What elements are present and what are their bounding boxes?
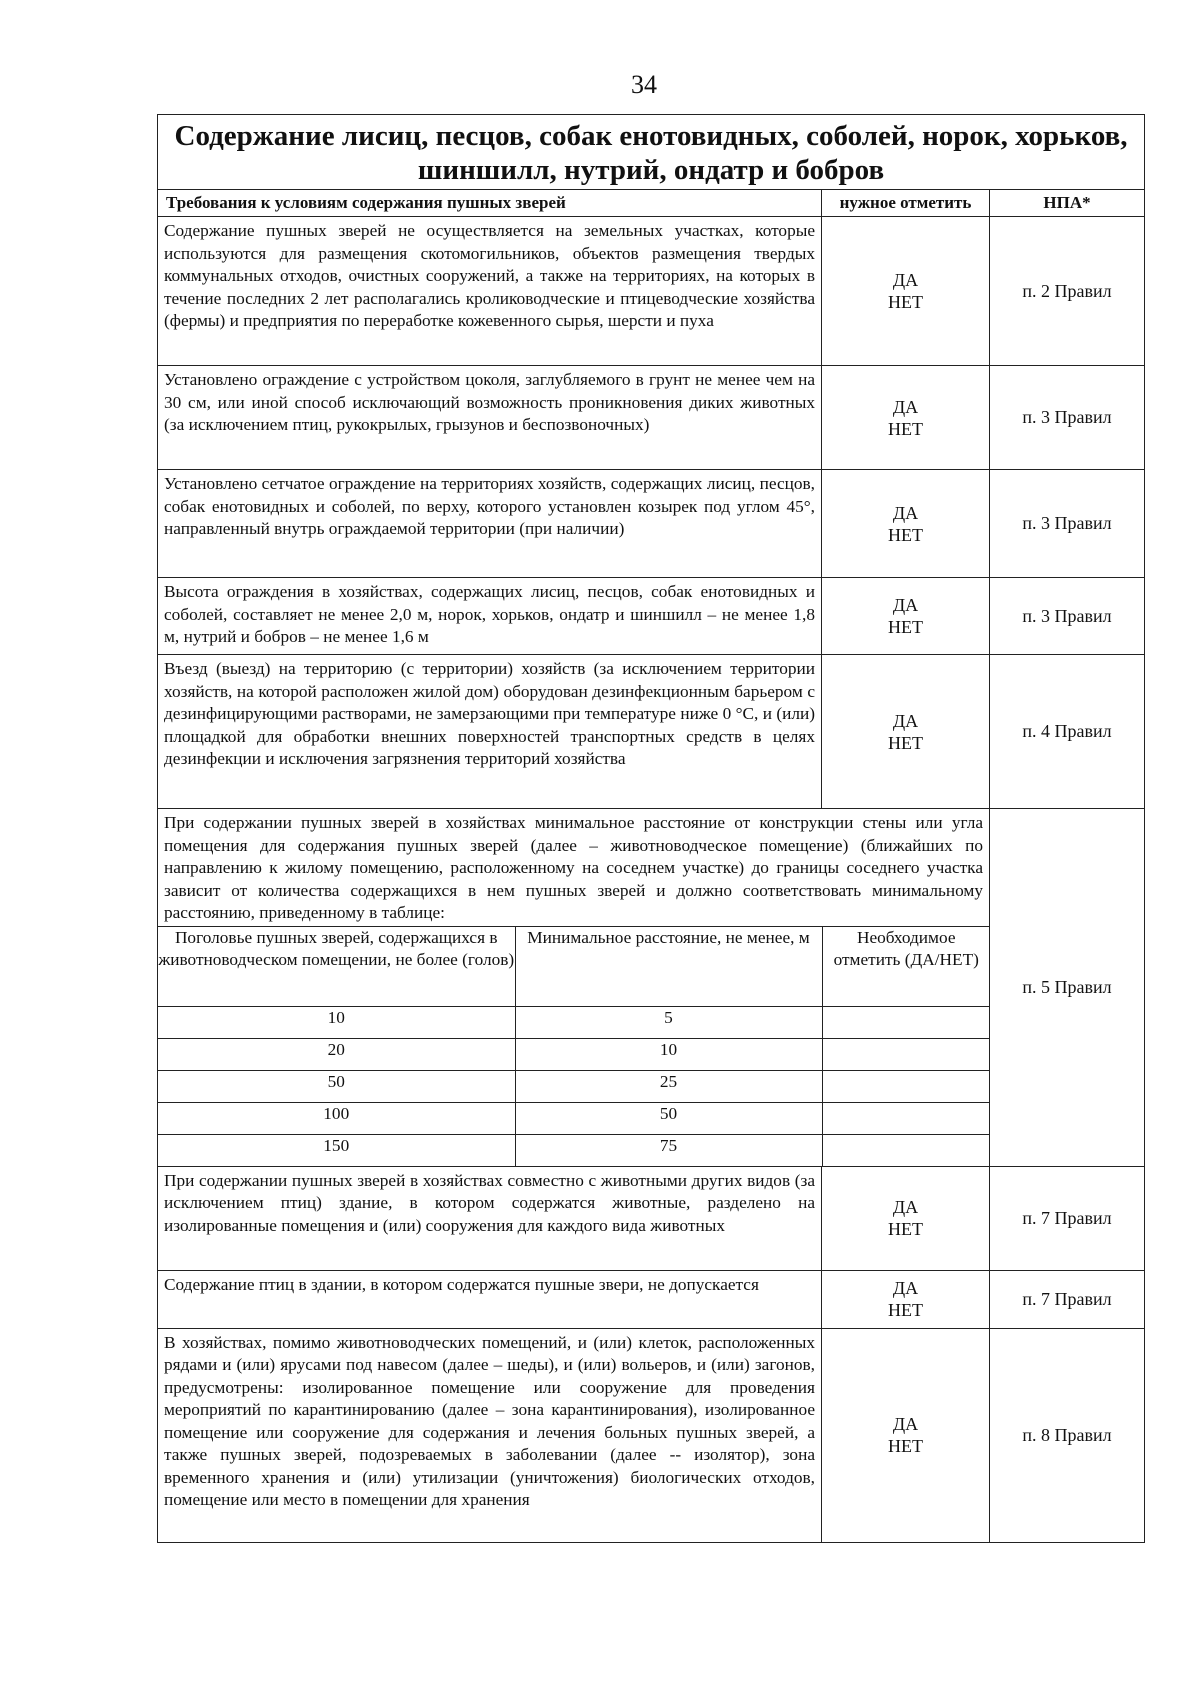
- distance-row-item: [158, 1038, 990, 1070]
- distance-block: [158, 809, 990, 1167]
- requirements-table: [157, 114, 1145, 1543]
- requirement-text: Содержание пушных зверей не осуществляется на земельных участках, которые используются для размещения скотомогильников, объектов размещения твердых коммунальных отходов, очистных сооружений, а также на территориях, на которых в течение последних 2 лет располагались кролиководческие и птицеводческие хозяйства (фермы) и предприятия по переработке кожевенного сырья, шерсти и пуха: [158, 217, 822, 366]
- yes-no-mark[interactable]: [822, 217, 990, 366]
- livestock-count: 20: [158, 1038, 515, 1070]
- livestock-count: 50: [158, 1070, 515, 1102]
- yes-option[interactable]: ДА: [892, 502, 919, 523]
- distance-intro: При содержании пушных зверей в хозяйствах минимальное расстояние от конструкции стены или угла помещения для содержания пушных зверей (далее – животноводческое помещение) (ближайших по направлению к жилому помещению, расположенному на соседнем участке) до границы соседнего участка зависит от количества содержащихся в нем пушных зверей и должно соответствовать минимальному расстоянию, приведенному в таблице:: [164, 813, 983, 922]
- yes-option[interactable]: ДА: [892, 595, 919, 615]
- no-option[interactable]: НЕТ: [888, 617, 923, 637]
- npa-reference: п. 2 Правил: [990, 217, 1145, 366]
- requirement-text: Установлено сетчатое ограждение на территориях хозяйств, содержащих лисиц, песцов, собак енотовидных и соболей, по верху, которого установлен козырек под углом 45°, направленный внутрь ограждаемой территории (при наличии): [158, 470, 822, 578]
- col-head-livestock: Поголовье пушных зверей, содержащихся в животноводческом помещении, не более (голов): [158, 926, 515, 1006]
- distance-row-item: [158, 1134, 990, 1166]
- table-row: [158, 470, 1145, 578]
- livestock-count: 150: [158, 1134, 515, 1166]
- distance-row-item: [158, 1070, 990, 1102]
- yes-option[interactable]: ДА: [892, 396, 919, 417]
- no-option[interactable]: НЕТ: [888, 418, 923, 439]
- mark-cell[interactable]: [822, 1006, 990, 1038]
- table-title: Содержание лисиц, песцов, собак енотовидных, соболей, норок, хорьков, шиншилл, нутрий, ондатр и бобров: [158, 115, 1145, 190]
- mark-cell[interactable]: [822, 1102, 990, 1134]
- no-option[interactable]: НЕТ: [888, 1436, 923, 1456]
- npa-reference: п. 7 Правил: [990, 1270, 1145, 1328]
- no-option[interactable]: НЕТ: [888, 732, 923, 753]
- distance-row-item: [158, 1102, 990, 1134]
- header-mark: нужное отметить: [822, 190, 990, 217]
- min-distance: 10: [515, 1038, 822, 1070]
- col-head-distance: Минимальное расстояние, не менее, м: [515, 926, 822, 1006]
- yes-no-mark[interactable]: [822, 1328, 990, 1542]
- table-row: [158, 217, 1145, 366]
- table-row: [158, 366, 1145, 470]
- min-distance: 25: [515, 1070, 822, 1102]
- table-row: [158, 1166, 1145, 1270]
- mark-cell[interactable]: [822, 1134, 990, 1166]
- col-head-mark: Необходимое отметить (ДА/НЕТ): [822, 926, 990, 1006]
- no-option[interactable]: НЕТ: [888, 292, 923, 312]
- yes-no-mark[interactable]: [822, 655, 990, 809]
- yes-no-mark[interactable]: [822, 1270, 990, 1328]
- npa-reference: п. 8 Правил: [990, 1328, 1145, 1542]
- distance-table: [158, 926, 990, 1166]
- yes-no-mark[interactable]: [822, 470, 990, 578]
- requirement-text: При содержании пушных зверей в хозяйствах совместно с животными других видов (за исключением птиц) здание, в котором содержатся животные, разделено на изолированные помещения и (или) сооружения для каждого вида животных: [158, 1166, 822, 1270]
- header-npa: НПА*: [990, 190, 1145, 217]
- min-distance: 75: [515, 1134, 822, 1166]
- header-requirements: Требования к условиям содержания пушных зверей: [158, 190, 822, 217]
- table-row: [158, 578, 1145, 655]
- header-row: [158, 190, 1145, 217]
- requirement-text: Высота ограждения в хозяйствах, содержащих лисиц, песцов, собак енотовидных и соболей, составляет не менее 2,0 м, норок, хорьков, ондатр и шиншилл – не менее 1,8 м, нутрий и бобров – не менее 1,6 м: [158, 578, 822, 655]
- page-number: 34: [631, 70, 657, 99]
- npa-reference: п. 5 Правил: [990, 809, 1145, 1167]
- npa-reference: п. 3 Правил: [990, 366, 1145, 470]
- livestock-count: 10: [158, 1006, 515, 1038]
- npa-reference: п. 3 Правил: [990, 578, 1145, 655]
- requirement-text: В хозяйствах, помимо животноводческих помещений, и (или) клеток, расположенных рядами и (или) ярусами под навесом (далее – шеды), и (или) вольеров, и (или) загонов, предусмотрены: изолированное помещение или сооружение для проведения мероприятий по карантинированию (далее – зона карантинирования), изолированное помещение или сооружение для содержания и лечения больных пушных зверей, а также пушных зверей, подозреваемых в заболевании (далее -- изолятор), зона временного хранения и (или) утилизации (уничтожения) биологических отходов, помещение или место в помещении для хранения: [158, 1328, 822, 1542]
- table-row: [158, 1328, 1145, 1542]
- yes-option[interactable]: ДА: [892, 270, 919, 290]
- yes-option[interactable]: ДА: [892, 710, 919, 731]
- npa-reference: п. 4 Правил: [990, 655, 1145, 809]
- npa-reference: п. 3 Правил: [990, 470, 1145, 578]
- yes-no-mark[interactable]: [822, 578, 990, 655]
- yes-option[interactable]: ДА: [892, 1414, 919, 1434]
- table-row: [158, 655, 1145, 809]
- min-distance: 5: [515, 1006, 822, 1038]
- livestock-count: 100: [158, 1102, 515, 1134]
- yes-option[interactable]: ДА: [892, 1278, 919, 1298]
- min-distance: 50: [515, 1102, 822, 1134]
- npa-reference: п. 7 Правил: [990, 1166, 1145, 1270]
- requirement-text: Въезд (выезд) на территорию (с территории) хозяйств (за исключением территории хозяйств, на которой расположен жилой дом) оборудован дезинфекционным барьером с дезинфицирующими растворами, не замерзающими при температуре ниже 0 °С, и (или) площадкой для обработки внешних поверхностей транспортных средств в целях дезинфекции и исключения загрязнения территорий хозяйства: [158, 655, 822, 809]
- no-option[interactable]: НЕТ: [888, 524, 923, 545]
- no-option[interactable]: НЕТ: [888, 1219, 923, 1239]
- distance-header-row: [158, 926, 990, 1006]
- mark-cell[interactable]: [822, 1070, 990, 1102]
- requirement-text: Содержание птиц в здании, в котором содержатся пушные звери, не допускается: [158, 1270, 822, 1328]
- yes-no-mark[interactable]: [822, 366, 990, 470]
- requirement-text: Установлено ограждение с устройством цоколя, заглубляемого в грунт не менее чем на 30 см, или иной способ исключающий возможность проникновения диких животных (за исключением птиц, рукокрылых, грызунов и беспозвоночных): [158, 366, 822, 470]
- table-row: [158, 1270, 1145, 1328]
- distance-row-item: [158, 1006, 990, 1038]
- yes-no-mark[interactable]: [822, 1166, 990, 1270]
- no-option[interactable]: НЕТ: [888, 1300, 923, 1320]
- distance-row: [158, 809, 1145, 1167]
- mark-cell[interactable]: [822, 1038, 990, 1070]
- yes-option[interactable]: ДА: [892, 1197, 919, 1217]
